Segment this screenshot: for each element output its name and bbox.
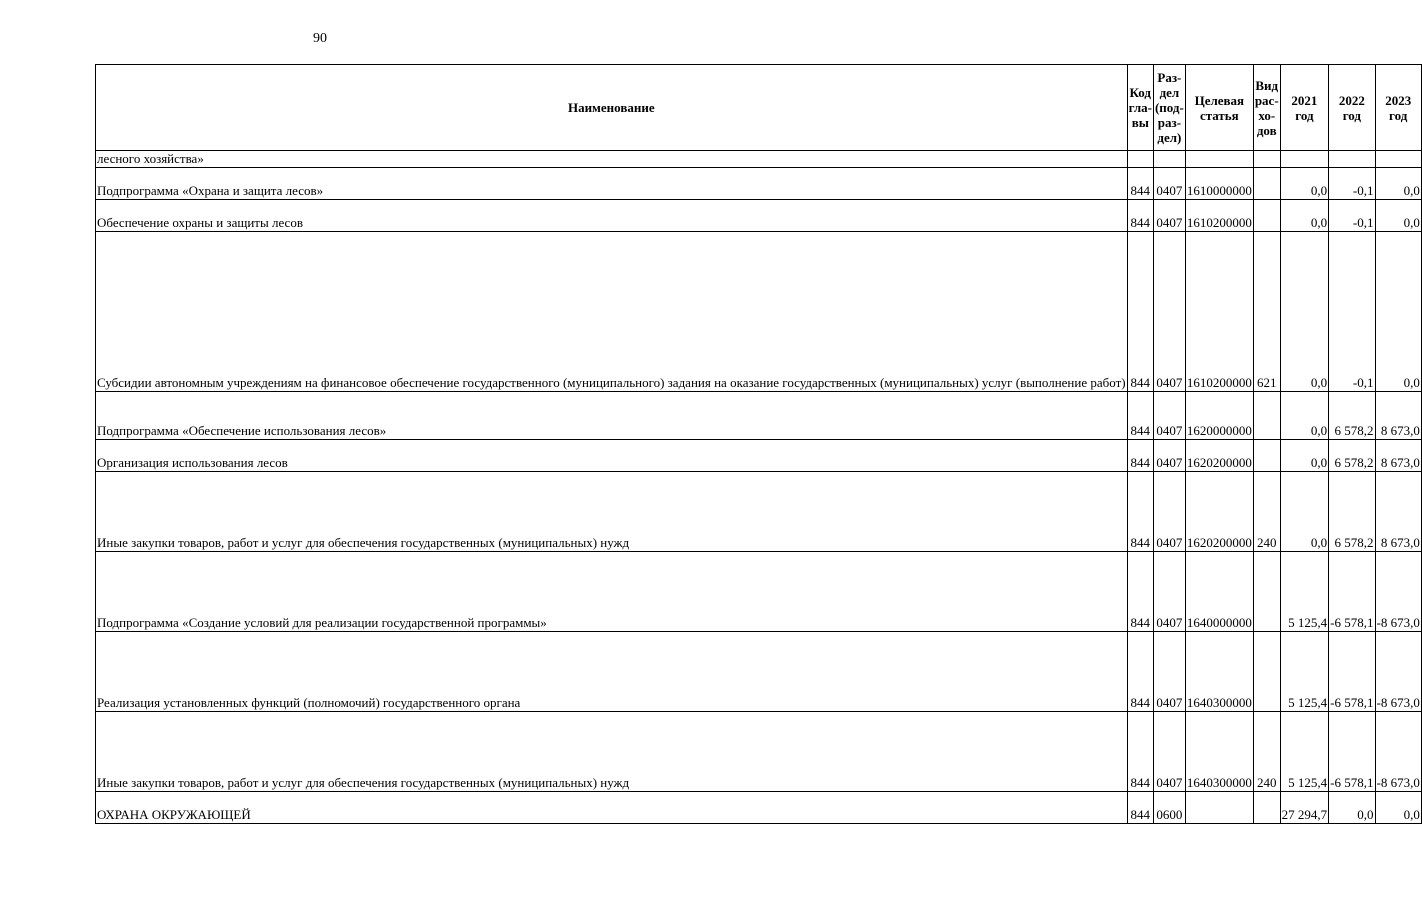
cell-y2023: -8 673,0 (1375, 632, 1421, 712)
cell-section: 0407 (1153, 712, 1185, 792)
column-header-label: 2021 год (1291, 92, 1318, 123)
cell-code: 844 (1127, 232, 1153, 392)
cell-y2021: 5 125,4 (1280, 552, 1329, 632)
cell-target: 1620000000 (1185, 392, 1253, 440)
column-header-code (1127, 65, 1153, 151)
cell-code: 844 (1127, 472, 1153, 552)
cell-code: 844 (1127, 632, 1153, 712)
cell-section: 0600 (1153, 792, 1185, 824)
cell-y2022: -6 578,1 (1329, 552, 1375, 632)
column-header-label: 2022 год (1338, 92, 1365, 123)
cell-y2022: -0,1 (1329, 200, 1375, 232)
cell-type (1253, 151, 1280, 168)
cell-section: 0407 (1153, 440, 1185, 472)
cell-y2022: -6 578,1 (1329, 632, 1375, 712)
cell-y2023: 0,0 (1375, 232, 1421, 392)
cell-y2021: 0,0 (1280, 440, 1329, 472)
cell-type (1253, 200, 1280, 232)
cell-name: Иные закупки товаров, работ и услуг для обеспечения государственных (муниципальных) нужд (96, 472, 1128, 552)
table-row (96, 712, 1422, 792)
page-number: 90 (313, 31, 327, 46)
cell-type: 621 (1253, 232, 1280, 392)
cell-section (1153, 151, 1185, 168)
cell-target: 1610200000 (1185, 200, 1253, 232)
cell-section: 0407 (1153, 168, 1185, 200)
cell-y2021: 5 125,4 (1280, 632, 1329, 712)
column-header-y2023 (1375, 65, 1421, 151)
cell-name: Подпрограмма «Создание условий для реализации государственной программы» (96, 552, 1128, 632)
cell-section: 0407 (1153, 552, 1185, 632)
cell-target (1185, 792, 1253, 824)
cell-type (1253, 168, 1280, 200)
cell-y2021: 0,0 (1280, 168, 1329, 200)
table-row (96, 151, 1422, 168)
cell-y2021 (1280, 151, 1329, 168)
table-row (96, 200, 1422, 232)
cell-section: 0407 (1153, 472, 1185, 552)
table-row (96, 632, 1422, 712)
cell-y2022: -0,1 (1329, 168, 1375, 200)
cell-name: Субсидии автономным учреждениям на финансовое обеспечение государственного (муниципального) задания на оказание государственных (муниципальных) услуг (выполнение работ) (96, 232, 1128, 392)
cell-target: 1610000000 (1185, 168, 1253, 200)
cell-y2021: 0,0 (1280, 472, 1329, 552)
table-header-row (96, 65, 1422, 151)
column-header-label: 2023 год (1385, 92, 1412, 123)
cell-section: 0407 (1153, 200, 1185, 232)
cell-target: 1640300000 (1185, 712, 1253, 792)
cell-type: 240 (1253, 472, 1280, 552)
column-header-name (96, 65, 1128, 151)
cell-code: 844 (1127, 168, 1153, 200)
column-header-label: Раз- дел (под- раз- дел) (1154, 70, 1184, 145)
cell-name: Подпрограмма «Обеспечение использования лесов» (96, 392, 1128, 440)
cell-name: лесного хозяйства» (96, 151, 1128, 168)
column-header-y2022 (1329, 65, 1375, 151)
cell-y2023: 8 673,0 (1375, 472, 1421, 552)
table-row (96, 792, 1422, 824)
cell-target: 1610200000 (1185, 232, 1253, 392)
cell-code: 844 (1127, 200, 1153, 232)
cell-section: 0407 (1153, 392, 1185, 440)
cell-name: Обеспечение охраны и защиты лесов (96, 200, 1128, 232)
cell-code: 844 (1127, 440, 1153, 472)
table-row (96, 472, 1422, 552)
cell-target: 1640300000 (1185, 632, 1253, 712)
table-body (96, 151, 1422, 824)
cell-name: Организация использования лесов (96, 440, 1128, 472)
cell-y2021: 0,0 (1280, 232, 1329, 392)
cell-target: 1620200000 (1185, 440, 1253, 472)
cell-y2023 (1375, 151, 1421, 168)
cell-name: Подпрограмма «Охрана и защита лесов» (96, 168, 1128, 200)
column-header-label: Наименование (567, 100, 655, 115)
cell-section: 0407 (1153, 232, 1185, 392)
cell-y2023: 8 673,0 (1375, 440, 1421, 472)
cell-type (1253, 552, 1280, 632)
cell-y2023: -8 673,0 (1375, 552, 1421, 632)
cell-y2022: 6 578,2 (1329, 440, 1375, 472)
cell-target: 1620200000 (1185, 472, 1253, 552)
column-header-label: Вид рас- хо- дов (1254, 77, 1279, 138)
cell-type: 240 (1253, 712, 1280, 792)
cell-y2021: 5 125,4 (1280, 712, 1329, 792)
cell-y2022: 6 578,2 (1329, 392, 1375, 440)
cell-type (1253, 792, 1280, 824)
cell-code: 844 (1127, 712, 1153, 792)
cell-y2023: -8 673,0 (1375, 712, 1421, 792)
table-row (96, 232, 1422, 392)
cell-y2023: 0,0 (1375, 200, 1421, 232)
table-row (96, 392, 1422, 440)
table-row (96, 168, 1422, 200)
column-header-type (1253, 65, 1280, 151)
cell-type (1253, 632, 1280, 712)
column-header-label: Целевая статья (1194, 92, 1245, 123)
table-row (96, 552, 1422, 632)
cell-y2023: 0,0 (1375, 792, 1421, 824)
cell-y2021: 27 294,7 (1280, 792, 1329, 824)
cell-y2022: 0,0 (1329, 792, 1375, 824)
cell-y2022: 6 578,2 (1329, 472, 1375, 552)
cell-y2021: 0,0 (1280, 200, 1329, 232)
cell-target: 1640000000 (1185, 552, 1253, 632)
cell-type (1253, 440, 1280, 472)
cell-y2022: -6 578,1 (1329, 712, 1375, 792)
cell-name: Иные закупки товаров, работ и услуг для обеспечения государственных (муниципальных) нужд (96, 712, 1128, 792)
cell-code: 844 (1127, 552, 1153, 632)
cell-y2023: 8 673,0 (1375, 392, 1421, 440)
cell-y2021: 0,0 (1280, 392, 1329, 440)
cell-code: 844 (1127, 792, 1153, 824)
table-row (96, 440, 1422, 472)
column-header-target (1185, 65, 1253, 151)
column-header-y2021 (1280, 65, 1329, 151)
cell-y2022: -0,1 (1329, 232, 1375, 392)
cell-code: 844 (1127, 392, 1153, 440)
cell-y2023: 0,0 (1375, 168, 1421, 200)
cell-type (1253, 392, 1280, 440)
cell-y2022 (1329, 151, 1375, 168)
cell-name: ОХРАНА ОКРУЖАЮЩЕЙ (96, 792, 1128, 824)
column-header-section (1153, 65, 1185, 151)
cell-section: 0407 (1153, 632, 1185, 712)
cell-name: Реализация установленных функций (полномочий) государственного органа (96, 632, 1128, 712)
column-header-label: Код гла- вы (1128, 85, 1152, 130)
cell-target (1185, 151, 1253, 168)
budget-table (95, 64, 1422, 824)
cell-code (1127, 151, 1153, 168)
